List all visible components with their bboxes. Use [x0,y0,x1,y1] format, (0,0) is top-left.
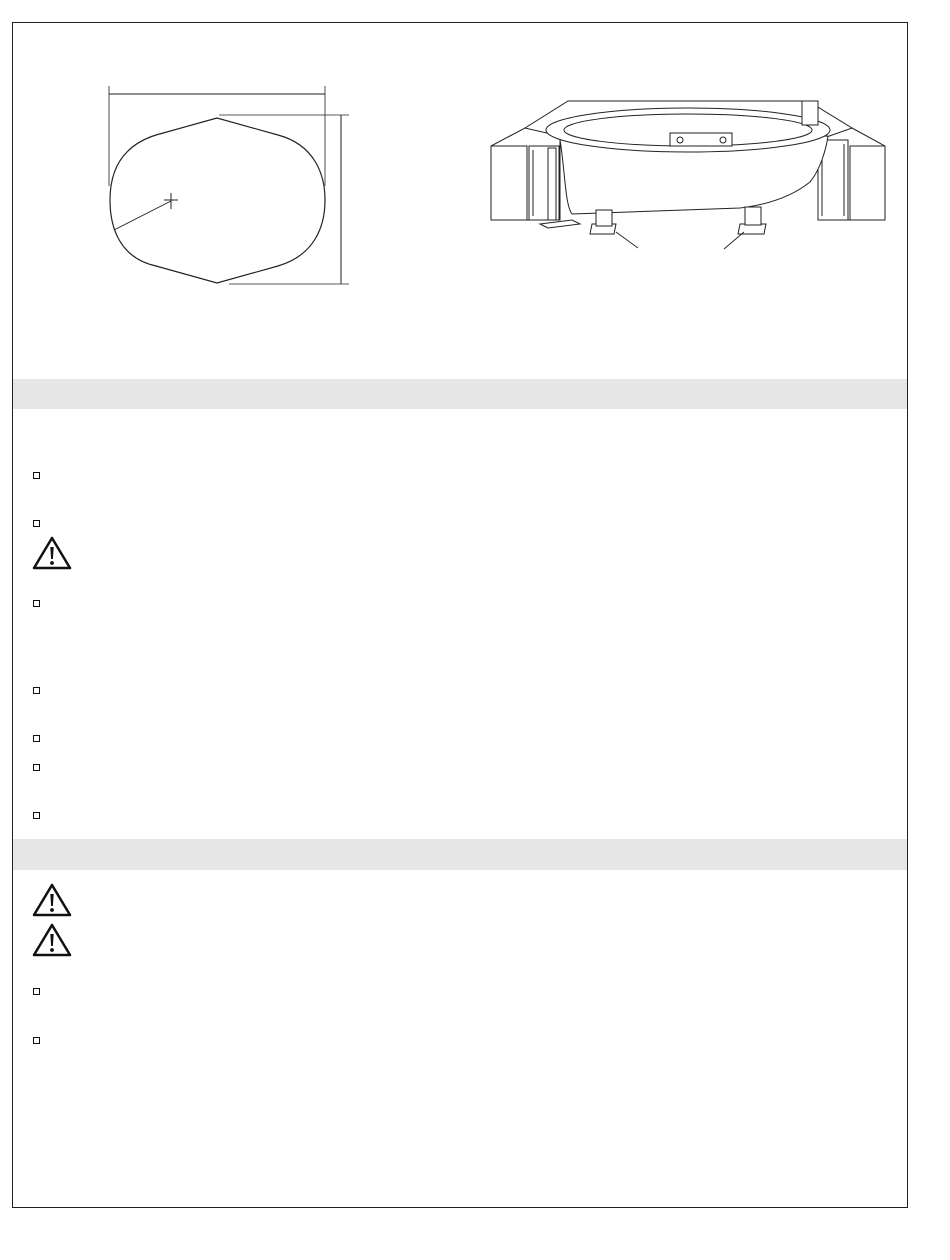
checkbox-icon [33,472,40,479]
checkbox-icon [33,600,40,607]
checkbox-icon [33,520,40,527]
checkbox-icon [33,735,40,742]
warning-triangle-icon [32,923,72,957]
checkbox-icon [33,1037,40,1044]
checkbox-icon [33,988,40,995]
checkbox-icon [33,687,40,694]
section-1-header [13,379,907,409]
checkbox-icon [33,812,40,819]
checkbox-icon [33,764,40,771]
section-2-header [13,839,907,870]
warning-triangle-icon [32,536,72,570]
warning-triangle-icon [32,883,72,917]
